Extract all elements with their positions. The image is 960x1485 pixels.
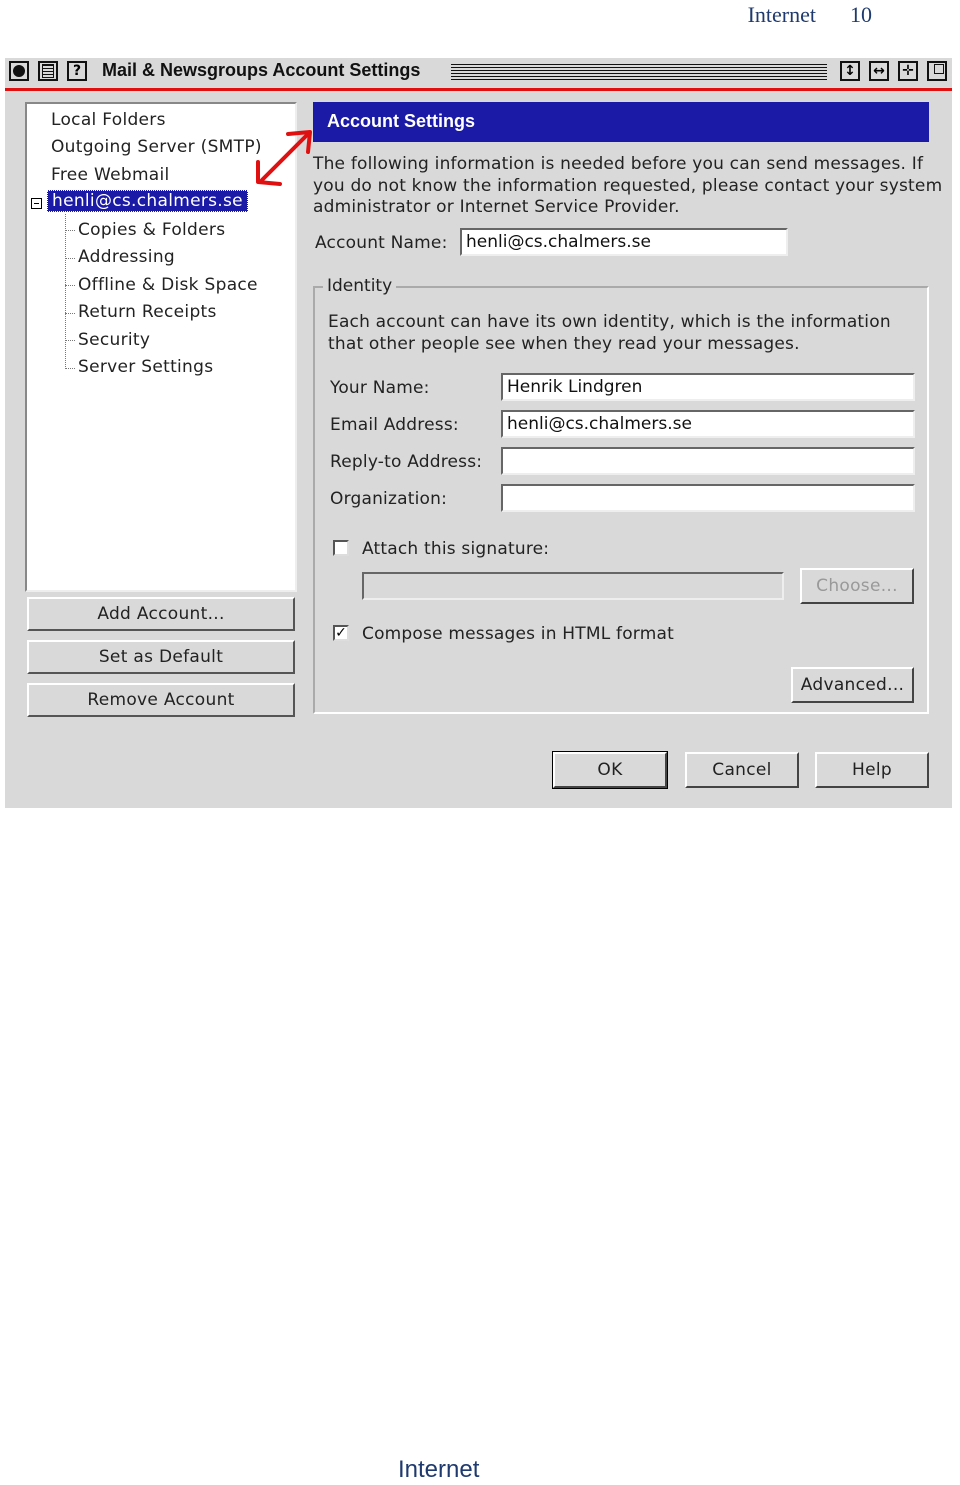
collapse-icon[interactable]	[31, 198, 42, 209]
tree-item-outgoing-server[interactable]: Outgoing Server (SMTP)	[51, 137, 262, 157]
ok-button[interactable]: OK	[553, 752, 667, 788]
tree-item-security[interactable]: Security	[78, 330, 151, 350]
tree-connector	[65, 258, 75, 259]
page-number: 10	[850, 2, 872, 27]
tree-connector	[65, 214, 66, 369]
attach-signature-label: Attach this signature:	[362, 539, 550, 559]
page-footer: Internet	[398, 1456, 480, 1483]
remove-account-button[interactable]: Remove Account	[27, 683, 295, 717]
identity-desc-line-2: that other people see when they read your messages.	[328, 334, 800, 354]
tree-item-return-receipts[interactable]: Return Receipts	[78, 302, 217, 322]
help-icon[interactable]: ?	[67, 61, 87, 81]
maximize-icon[interactable]	[927, 61, 947, 81]
intro-text-line-3: administrator or Internet Service Provider.	[313, 197, 680, 217]
identity-legend: Identity	[323, 276, 396, 296]
compose-html-checkbox[interactable]: ✓	[333, 625, 349, 641]
page-header-title: Internet	[747, 2, 816, 27]
attach-signature-checkbox[interactable]	[333, 540, 349, 556]
tree-item-addressing[interactable]: Addressing	[78, 247, 175, 267]
organization-label: Organization:	[330, 489, 448, 509]
cancel-button[interactable]: Cancel	[685, 752, 799, 788]
organization-input[interactable]	[501, 484, 915, 512]
reply-to-address-input[interactable]	[501, 447, 915, 475]
signature-file-input[interactable]	[362, 572, 784, 600]
account-settings-window	[5, 58, 952, 808]
help-button[interactable]: Help	[815, 752, 929, 788]
title-bar-drag-area[interactable]	[451, 64, 827, 80]
tree-connector	[65, 285, 75, 286]
account-name-label: Account Name:	[315, 233, 448, 253]
resize-horizontal-icon[interactable]: ↔	[869, 61, 889, 81]
intro-text-line-2: you do not know the information requested, please contact your system	[313, 176, 943, 196]
tree-item-copies-folders[interactable]: Copies & Folders	[78, 220, 226, 240]
choose-button[interactable]: Choose...	[800, 568, 914, 604]
title-bar[interactable]	[5, 58, 952, 91]
email-address-label: Email Address:	[330, 415, 459, 435]
identity-desc-line-1: Each account can have its own identity, which is the information	[328, 312, 891, 332]
account-name-input[interactable]: henli@cs.chalmers.se	[460, 228, 788, 256]
your-name-label: Your Name:	[330, 378, 430, 398]
tree-connector	[65, 313, 75, 314]
annotation-arrow-icon	[250, 128, 320, 188]
move-icon[interactable]: ✛	[898, 61, 918, 81]
intro-text-line-1: The following information is needed before you can send messages. If	[313, 154, 924, 174]
tree-connector	[65, 368, 75, 369]
page-header	[748, 2, 872, 28]
your-name-input[interactable]: Henrik Lindgren	[501, 373, 915, 401]
panel-title: Account Settings	[327, 111, 476, 131]
email-address-input[interactable]: henli@cs.chalmers.se	[501, 410, 915, 438]
compose-html-label: Compose messages in HTML format	[362, 624, 674, 644]
tree-item-local-folders[interactable]: Local Folders	[51, 110, 166, 130]
tree-connector	[65, 230, 75, 231]
add-account-button[interactable]: Add Account...	[27, 597, 295, 631]
window-title: Mail & Newsgroups Account Settings	[102, 60, 421, 80]
account-settings-header	[313, 102, 929, 142]
tree-item-offline-disk-space[interactable]: Offline & Disk Space	[78, 275, 258, 295]
tree-item-free-webmail[interactable]: Free Webmail	[51, 165, 170, 185]
menu-icon[interactable]	[38, 61, 58, 81]
tree-item-server-settings[interactable]: Server Settings	[78, 357, 214, 377]
reply-to-address-label: Reply-to Address:	[330, 452, 483, 472]
close-icon[interactable]	[9, 61, 29, 81]
advanced-button[interactable]: Advanced...	[791, 667, 914, 703]
set-as-default-button[interactable]: Set as Default	[27, 640, 295, 674]
tree-item-henli-account[interactable]: henli@cs.chalmers.se	[47, 190, 248, 212]
tree-connector	[65, 340, 75, 341]
resize-vertical-icon[interactable]: ↕	[840, 61, 860, 81]
